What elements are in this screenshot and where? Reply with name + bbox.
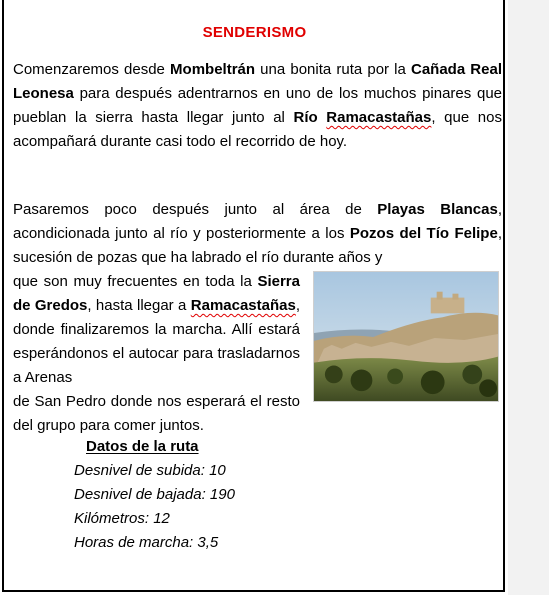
text-run: , que nos acompañará durante casi todo el recorrido de hoy. xyxy=(13,109,502,150)
text-run: que son muy frecuentes en toda la xyxy=(13,273,258,290)
text-run: Pasaremos poco después junto al área de xyxy=(13,201,378,218)
paragraph-end-wrapped xyxy=(13,270,300,390)
place-mombeltran: Mombeltrán xyxy=(170,61,256,78)
route-data-item: Desnivel de subida: 10 xyxy=(74,462,226,479)
text-run: , donde finalizaremos la marcha. Allí estará esperándonos el autocar para trasladarnos a Arenas xyxy=(13,297,301,386)
route-data-heading: Datos de la ruta xyxy=(86,438,199,455)
text-run: , hasta llegar a xyxy=(87,297,191,314)
place-ramacastanas-misspelled[interactable]: Ramacastañas xyxy=(326,109,432,126)
route-data-item: Horas de marcha: 3,5 xyxy=(74,534,219,551)
text-run: una bonita ruta por la xyxy=(255,61,411,78)
place-ramacastanas-misspelled[interactable]: Ramacastañas xyxy=(190,297,296,314)
window-gutter xyxy=(508,0,549,595)
text-run: para después adentrarnos en uno de los muchos pinares que pueblan la sierra hasta llegar junto al xyxy=(13,85,502,126)
place-felipe: Felipe xyxy=(454,225,498,242)
paragraph-route xyxy=(13,198,502,270)
landscape-photo xyxy=(313,271,499,402)
paragraph-intro xyxy=(13,58,502,154)
place-canada-real-leonesa: Cañada Real Leonesa xyxy=(13,61,502,102)
place-sierra-de-gredos: Sierra de Gredos xyxy=(13,273,300,314)
place-pozos-del-tio: Pozos del Tío xyxy=(349,225,450,242)
paragraph-end-continued: de San Pedro donde nos esperará el resto del grupo para comer juntos. xyxy=(13,393,300,434)
place-rio: Río xyxy=(293,109,318,126)
place-playas-blancas: Playas Blancas xyxy=(377,201,498,218)
document-title: SENDERISMO xyxy=(202,24,307,41)
text-run: , sucesión de pozas que ha labrado el río durante años y xyxy=(13,225,502,266)
route-data-item: Desnivel de bajada: 190 xyxy=(74,486,235,503)
route-data-item: Kilómetros: 12 xyxy=(74,510,170,527)
text-run: Comenzaremos desde xyxy=(13,61,171,78)
text-run: , acondicionada junto al río y posteriormente a los xyxy=(13,201,502,242)
